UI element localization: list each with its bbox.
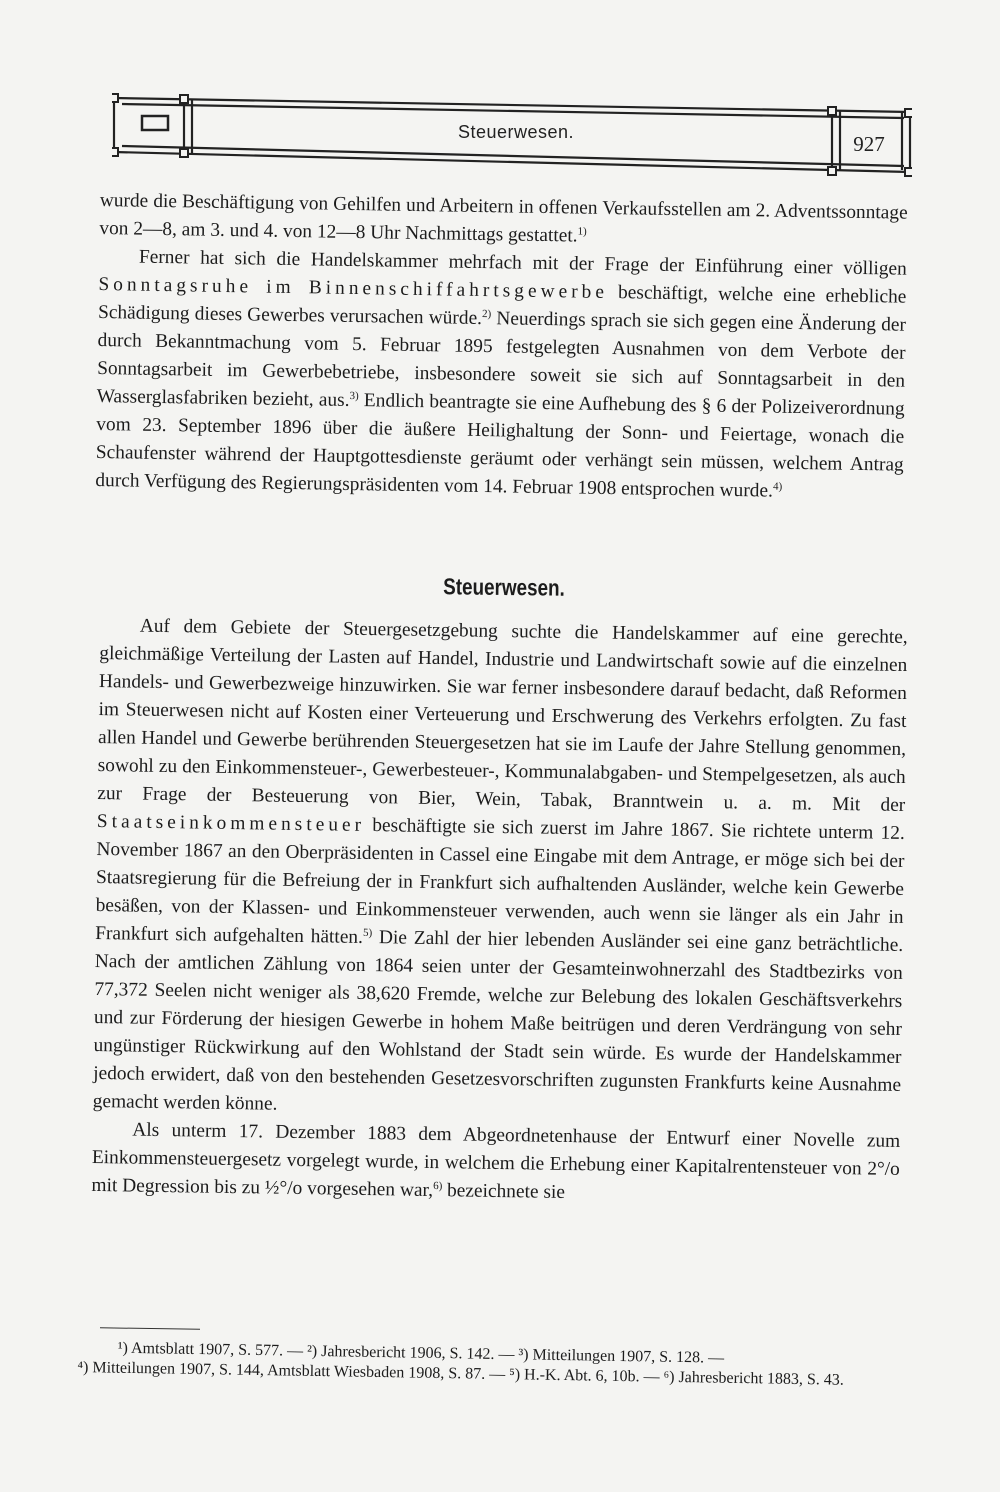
spaced-emphasis: Staatseinkommensteuer xyxy=(96,810,366,836)
paragraph-text: beschäftigt, welche eine erhebliche Schädigung dieses Gewerbes verursachen würde. xyxy=(97,281,907,330)
section-text-block xyxy=(91,612,908,1212)
footnotes xyxy=(77,1338,908,1392)
paragraph xyxy=(93,612,908,1128)
paragraph-text: bezeichnete sie xyxy=(442,1180,566,1203)
footnote-marker: 4) xyxy=(772,480,783,493)
paragraph-text: Neuerdings sprach sie sich gegen eine Änderung der durch Bekanntmachung vom 5. Februar 1895 festgelegten Ausnahmen von dem Verbote der Sonntagsarbeit im Gewerbebetriebe, insbesondere soweit sie sich auf Sonntagsarbeit in den Wasserglasfabriken bezieht, aus. xyxy=(96,308,907,411)
paragraph-text: wurde die Beschäftigung von Gehilfen und Arbeitern in offenen Verkaufsstellen am 2. Adventssonntage von 2—8, am 3. und 4. von 12—8 Uhr Nachmittags gestattet. xyxy=(99,189,908,247)
paragraph xyxy=(95,243,907,508)
footnote-marker: 3) xyxy=(349,389,359,403)
paragraph xyxy=(91,1116,900,1212)
footnote-line: ⁴) Mitteilungen 1907, S. 144, Amtsblatt Wiesbaden 1908, S. 87. — ⁵) H.-K. Abt. 6, 10b. — ⁶) Jahresbericht 1883, S. 43. xyxy=(77,1358,844,1389)
section-heading: Steuerwesen. xyxy=(443,573,565,601)
footnote-rule xyxy=(100,1327,200,1329)
paragraph-text: Endlich beantragte sie eine Aufhebung des § 6 der Polizeiverordnung vom 23. September 1896 über die äußere Heilighaltung der Sonn- und Feiertage, wonach die Schaufenster während der Hauptgottesdienste geräumt oder verhängt sein müssen, welchem Antrag durch Verfügung des Regierungspräsidenten vom 14. Februar 1908 entsprochen wurde. xyxy=(95,390,905,502)
spaced-emphasis: Sonntagsruhe im Binnenschiffahrtsgewerbe xyxy=(98,273,609,303)
footnote-marker: 6) xyxy=(433,1180,443,1193)
footnote-marker: 2) xyxy=(481,308,492,321)
footnote-marker: 5) xyxy=(362,926,373,940)
page-number: 927 xyxy=(853,132,885,156)
continued-text-block xyxy=(95,187,908,508)
paragraph-text: Auf dem Gebiete der Steuergesetzgebung suchte die Handelskammer auf eine gerechte, gleichmäßige Verteilung der Lasten auf Handel, Industrie und Landwirtschaft sowie auf die einzelnen Handels- und Gewerbezweige hinzuwirken. Sie war ferner insbesondere darauf bedacht, daß Reformen im Steuerwesen nicht auf Kosten einer Verteuerung und Erschwerung des Verkehrs erfolgten. Zu fast allen Handel und Gewerbe berührenden Steuergesetzen hat sie im Laufe der Jahre Stellung genommen, sowohl zu den Einkommensteuer-, Gewerbesteuer-, Kommunalabgaben- und Stempelgesetzen, als auch zur Frage der Besteuerung von Bier, Wein, Tabak, Branntwein u. a. m. Mit der xyxy=(97,615,908,816)
header-ornament xyxy=(112,92,912,184)
footnote-line: ¹) Amtsblatt 1907, S. 577. — ²) Jahresbericht 1906, S. 142. — ³) Mitteilungen 1907, S. 128. — xyxy=(117,1339,725,1367)
running-title: Steuerwesen. xyxy=(457,122,575,142)
footnote-marker: 1) xyxy=(577,225,587,238)
paragraph-text: Die Zahl der hier lebenden Ausländer sei eine ganz beträchtliche. Nach der amtlichen Zählung von 1864 seien unter der Gesamteinwohnerzahl des Stadtbezirks von 77,372 Seelen nicht weniger als 38,620 Fremde, welche zur Belebung des lokalen Geschäftsverkehrs und zur Förderung der hiesigen Gewerbe in hohem Maße beitrügen und deren Verdrängung von sehr ungünstiger Rückwirkung auf den Wohlstand der Stadt sein würde. Es wurde der Handelskammer jedoch erwidert, daß von den bestehenden Gesetzesvorschriften zugunsten Frankfurts keine Ausnahme gemacht werden könne. xyxy=(92,927,904,1115)
paragraph-text: Als unterm 17. Dezember 1883 dem Abgeordnetenhause der Entwurf einer Novelle zum Einkommensteuergesetz vorgelegt wurde, in welchem die Erhebung einer Kapitalrentensteuer von 2°/o mit Degression bis zu ½°/o vorgesehen war, xyxy=(91,1119,901,1202)
paragraph-text: Ferner hat sich die Handelskammer mehrfach mit der Frage der Einführung einer völligen xyxy=(138,246,907,280)
paragraph-text: beschäftigte sie sich zuerst im Jahre 1867. Sie richtete unterm 12. November 1867 an den Oberpräsidenten in Cassel eine Eingabe mit dem Antrage, er möge sich bei der Staatsregierung für die Befreiung der in Frankfurt sich aufhaltenden Ausländer, welche kein Gewerbe besäßen, von der Klassen- und Einkommensteuer verwenden, auch wenn sie länger als ein Jahr in Frankfurt sich aufgehalten hätten. xyxy=(95,814,905,948)
